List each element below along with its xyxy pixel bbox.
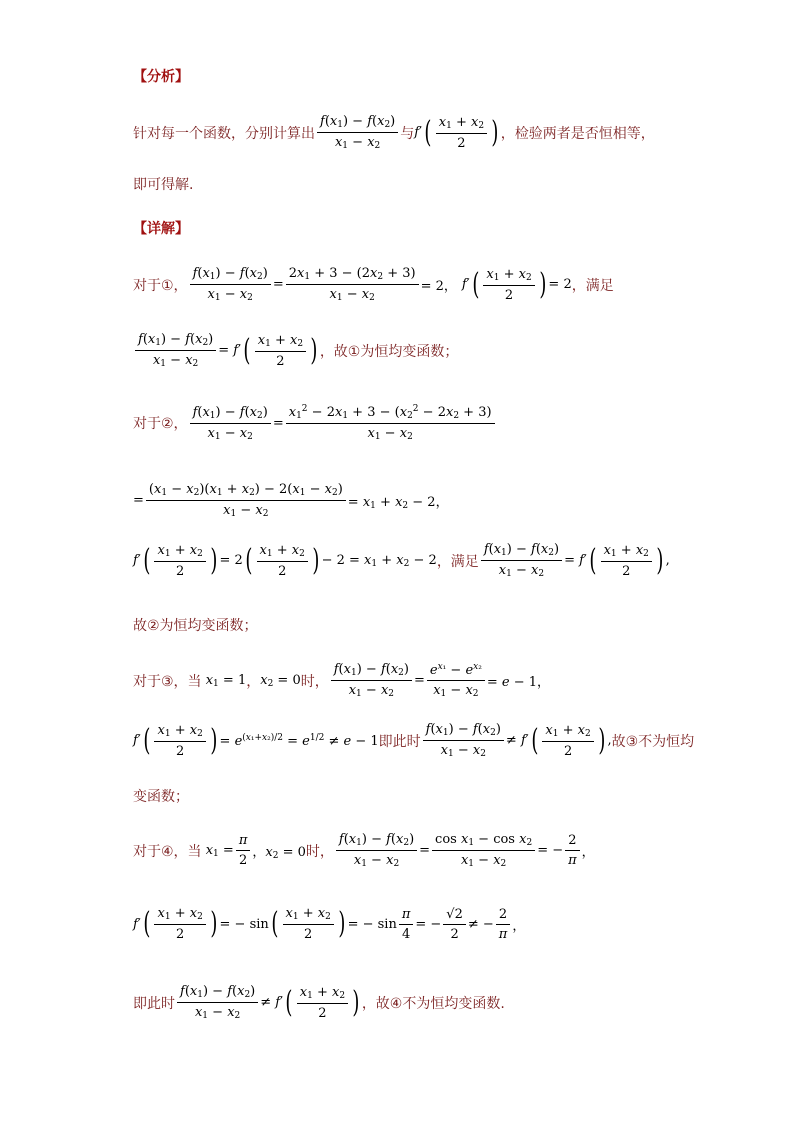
case4-line3: 即此时 $\frac{f(x_1) - f(x_2)}{x_1 - x_2}$ ≠ f′ ( $\frac{x_1 + x_2}{2}$ ) ，故④不为恒均变函数.	[133, 984, 505, 1021]
analysis-line-1: 针对每一个函数，分别计算出 $\frac{f(x_1) - f(x_2)}{x_1 - x_2}$ 与 f′ ( $\frac{x_1 + x_2}{2}$ ) ，检验两者是否恒相等，	[133, 114, 655, 151]
case4-line1: 对于④，当 $x_1$ = $\frac{\pi}{2}$ ，$x_2 = 0$ 时， $\frac{f(x_1) - f(x_2)}{x_1 - x_2}$ = $\frac{\cos x_1 - \cos x_2}{x_1 - x_2}$ = − $\frac{2}{\pi}$ ，	[133, 832, 595, 869]
case2-line3: f′ ( $\frac{x_1 + x_2}{2}$ ) = 2 ( $\frac{x_1 + x_2}{2}$ ) − $2 = x_1 + x_2 - 2$ ，满足 $\frac{f(x_1) - f(x_2)}{x_1 - x_2}$ = f′ ( $\frac{x_1 + x_2}{2}$ ) ,	[133, 542, 670, 579]
case1-line2: $\frac{f(x_1) - f(x_2)}{x_1 - x_2}$ = f′ ( $\frac{x_1 + x_2}{2}$ ) ，故①为恒均变函数；	[133, 328, 458, 369]
case2-conclusion: 故②为恒均变函数；	[133, 618, 258, 634]
case2-line1: 对于②， $\frac{f(x_1) - f(x_2)}{x_1 - x_2}$ = $\frac{x_1^2 - 2x_1 + 3 - (x_2^2 - 2x_2 + 3)}{x_1 - x_2}$	[133, 404, 497, 442]
case1-line1: 对于①， $\frac{f(x_1) - f(x_2)}{x_1 - x_2}$ = $\frac{2x_1 + 3 - (2x_2 + 3)}{x_1 - x_2}$ = 2， f′ ( $\frac{x_1 + x_2}{2}$ ) = 2 ，满足	[133, 266, 614, 303]
case2-line2: = $\frac{(x_1 - x_2)(x_1 + x_2) - 2(x_1 - x_2)}{x_1 - x_2}$ = $x_1 + x_2 - 2$，	[133, 482, 449, 519]
analysis-heading: 【分析】	[133, 69, 189, 85]
solution-heading: 【详解】	[133, 221, 189, 237]
case3-line1: 对于③，当 $x_1 = 1$ ， $x_2 = 0$ 时， $\frac{f(x_1) - f(x_2)}{x_1 - x_2}$ = $\frac{e^{x_1} - e^{x_2}}{x_1 - x_2}$ = e − 1，	[133, 662, 551, 699]
case3-line3: 变函数；	[133, 789, 189, 805]
case4-line2: f′ ( $\frac{x_1 + x_2}{2}$ ) = − sin ( $\frac{x_1 + x_2}{2}$ ) = − sin $\frac{\pi}{4}$ = − $\frac{√2}{2}$ ≠ − $\frac{2}{\pi}$ ，	[133, 906, 526, 942]
case3-line2: f′ ( $\frac{x_1 + x_2}{2}$ ) = $e^{(x_1+x_2)/2} = e^{1/2} \ne e - 1$ 即此时 $\frac{f(x_1) - f(x_2)}{x_1 - x_2}$ ≠ f′ ( $\frac{x_1 + x_2}{2}$ ) , 故③不为恒均	[133, 722, 695, 759]
analysis-line-2: 即可得解.	[133, 177, 194, 193]
